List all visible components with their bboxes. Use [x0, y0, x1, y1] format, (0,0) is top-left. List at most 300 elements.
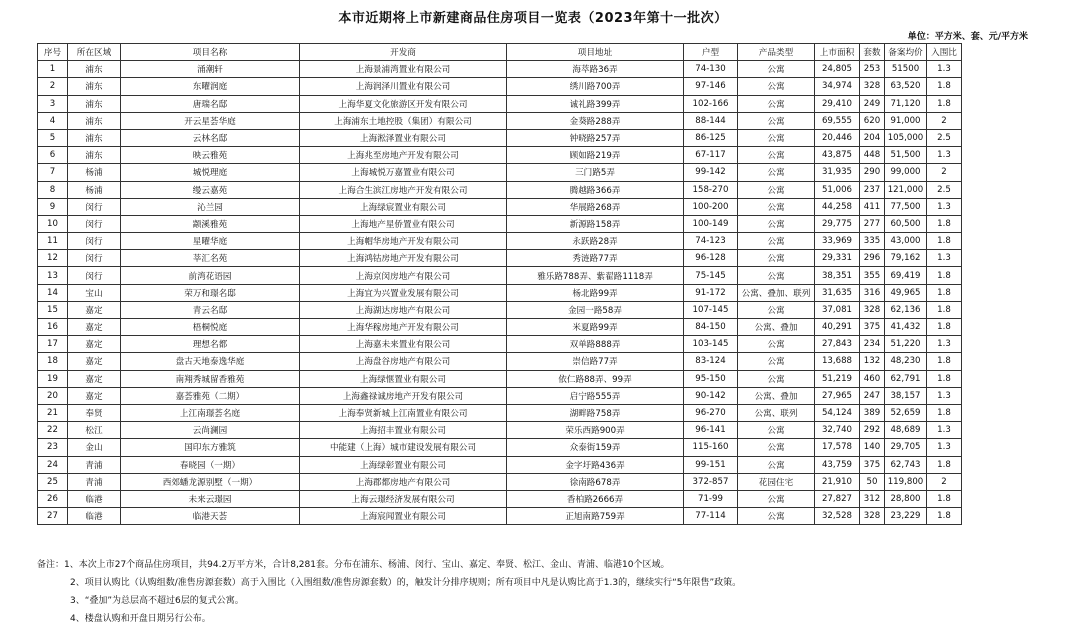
table-cell: 唐瑞名邸 — [121, 95, 300, 112]
table-cell: 62,743 — [885, 456, 927, 473]
table-row — [38, 301, 962, 318]
table-cell: 公寓、叠加 — [738, 319, 815, 336]
table-cell: 20,446 — [815, 129, 860, 146]
table-cell: 77-114 — [684, 508, 738, 525]
table-row — [38, 95, 962, 112]
table-cell: 公寓 — [738, 267, 815, 284]
table-cell: 理想名都 — [121, 336, 300, 353]
table-cell: 上海绿惬置业有限公司 — [300, 370, 507, 387]
table-cell: 浦东 — [68, 95, 121, 112]
table-cell: 公寓 — [738, 181, 815, 198]
table-cell: 88-144 — [684, 112, 738, 129]
table-cell: 1.3 — [927, 387, 962, 404]
table-row — [38, 370, 962, 387]
table-cell: 梧桐悦庭 — [121, 319, 300, 336]
table-cell: 99,000 — [885, 164, 927, 181]
table-cell: 香柏路2666弄 — [507, 490, 684, 507]
table-cell: 27,827 — [815, 490, 860, 507]
table-cell: 上海奉贤新城上江南置业有限公司 — [300, 404, 507, 421]
table-cell: 涌潮轩 — [121, 61, 300, 78]
table-cell: 启宁路555弄 — [507, 387, 684, 404]
column-header: 开发商 — [300, 44, 507, 61]
table-cell: 西郊蟠龙源别墅（一期） — [121, 473, 300, 490]
table-cell: 上海合生滨江房地产开发有限公司 — [300, 181, 507, 198]
table-cell: 绣川路700弄 — [507, 78, 684, 95]
table-cell: 8 — [38, 181, 68, 198]
table-cell: 1.8 — [927, 233, 962, 250]
table-cell: 51,006 — [815, 181, 860, 198]
table-cell: 27,965 — [815, 387, 860, 404]
table-row — [38, 319, 962, 336]
table-cell: 奉贤 — [68, 404, 121, 421]
table-cell: 328 — [860, 301, 885, 318]
table-cell: 158-270 — [684, 181, 738, 198]
table-cell: 公寓 — [738, 250, 815, 267]
table-cell: 众泰街159弄 — [507, 439, 684, 456]
table-cell: 33,969 — [815, 233, 860, 250]
table-cell: 嘉定 — [68, 353, 121, 370]
table-cell: 67-117 — [684, 147, 738, 164]
table-cell: 1.8 — [927, 319, 962, 336]
table-cell: 27,843 — [815, 336, 860, 353]
table-cell: 69,555 — [815, 112, 860, 129]
table-cell: 公寓 — [738, 370, 815, 387]
table-cell: 金园一路58弄 — [507, 301, 684, 318]
table-cell: 12 — [38, 250, 68, 267]
table-cell: 青浦 — [68, 473, 121, 490]
table-cell: 映云雅苑 — [121, 147, 300, 164]
table-cell: 1.3 — [927, 422, 962, 439]
table-row — [38, 508, 962, 525]
table-cell: 上海云璟经济发展有限公司 — [300, 490, 507, 507]
table-cell: 中能建（上海）城市建设发展有限公司 — [300, 439, 507, 456]
table-cell: 上海城悦万嘉置业有限公司 — [300, 164, 507, 181]
table-cell: 1.8 — [927, 301, 962, 318]
table-cell: 43,759 — [815, 456, 860, 473]
table-cell: 金葵路288弄 — [507, 112, 684, 129]
table-cell: 247 — [860, 387, 885, 404]
table-cell: 上海浦东土地控股（集团）有限公司 — [300, 112, 507, 129]
table-cell: 诚礼路399弄 — [507, 95, 684, 112]
column-header: 项目地址 — [507, 44, 684, 61]
table-cell: 东曜润庭 — [121, 78, 300, 95]
table-cell: 上海郡都房地产有限公司 — [300, 473, 507, 490]
table-cell: 公寓 — [738, 439, 815, 456]
table-cell: 金山 — [68, 439, 121, 456]
table-cell: 青云名邸 — [121, 301, 300, 318]
table-cell: 杨浦 — [68, 164, 121, 181]
table-cell: 公寓 — [738, 336, 815, 353]
table-cell: 62,136 — [885, 301, 927, 318]
table-cell: 2 — [927, 164, 962, 181]
table-cell: 正旭南路759弄 — [507, 508, 684, 525]
table-cell: 132 — [860, 353, 885, 370]
table-cell: 依仁路88弄、99弄 — [507, 370, 684, 387]
column-header: 产品类型 — [738, 44, 815, 61]
table-cell: 13 — [38, 267, 68, 284]
table-cell: 99-151 — [684, 456, 738, 473]
table-cell: 临港 — [68, 490, 121, 507]
table-cell: 11 — [38, 233, 68, 250]
table-cell: 2 — [927, 112, 962, 129]
table-cell: 51500 — [885, 61, 927, 78]
table-cell: 公寓 — [738, 78, 815, 95]
table-cell: 91-172 — [684, 284, 738, 301]
table-cell: 公寓 — [738, 95, 815, 112]
column-header: 备案均价 — [885, 44, 927, 61]
table-cell: 204 — [860, 129, 885, 146]
table-cell: 荣乐西路900弄 — [507, 422, 684, 439]
table-cell: 249 — [860, 95, 885, 112]
table-cell: 1.3 — [927, 439, 962, 456]
table-cell: 43,875 — [815, 147, 860, 164]
table-cell: 41,432 — [885, 319, 927, 336]
table-cell: 嘉定 — [68, 336, 121, 353]
table-cell: 杨北路99弄 — [507, 284, 684, 301]
table-row — [38, 439, 962, 456]
table-cell: 21 — [38, 404, 68, 421]
table-row — [38, 129, 962, 146]
table-cell: 32,528 — [815, 508, 860, 525]
table-cell: 4 — [38, 112, 68, 129]
table-cell: 未来云璟园 — [121, 490, 300, 507]
table-cell: 南翔秀城留香雅苑 — [121, 370, 300, 387]
table-cell: 公寓 — [738, 61, 815, 78]
table-cell: 29,705 — [885, 439, 927, 456]
table-cell: 90-142 — [684, 387, 738, 404]
table-cell: 328 — [860, 508, 885, 525]
table-cell: 米夏路99弄 — [507, 319, 684, 336]
table-cell: 69,419 — [885, 267, 927, 284]
table-cell: 公寓、叠加、联列 — [738, 284, 815, 301]
table-row — [38, 490, 962, 507]
table-cell: 121,000 — [885, 181, 927, 198]
table-cell: 上海嘉未来置业有限公司 — [300, 336, 507, 353]
table-cell: 20 — [38, 387, 68, 404]
table-cell: 7 — [38, 164, 68, 181]
table-cell: 闵行 — [68, 215, 121, 232]
table-cell: 上海盘谷房地产有限公司 — [300, 353, 507, 370]
table-cell: 32,740 — [815, 422, 860, 439]
table-cell: 1.8 — [927, 370, 962, 387]
page-title: 本市近期将上市新建商品住房项目一览表（2023年第十一批次） — [338, 11, 728, 26]
table-cell: 上海湖达房地产有限公司 — [300, 301, 507, 318]
housing-table — [37, 43, 962, 525]
table-cell: 9 — [38, 198, 68, 215]
table-cell: 102-166 — [684, 95, 738, 112]
table-cell: 上海地产星侨置业有限公司 — [300, 215, 507, 232]
table-cell: 13,688 — [815, 353, 860, 370]
table-row — [38, 233, 962, 250]
table-cell: 1.3 — [927, 198, 962, 215]
table-cell: 84-150 — [684, 319, 738, 336]
notes-section — [37, 556, 741, 628]
table-cell: 62,791 — [885, 370, 927, 387]
table-row — [38, 387, 962, 404]
table-cell: 77,500 — [885, 198, 927, 215]
table-cell: 296 — [860, 250, 885, 267]
table-cell: 雅乐路788弄、紫翟路1118弄 — [507, 267, 684, 284]
table-cell: 公寓 — [738, 147, 815, 164]
table-cell: 1.8 — [927, 267, 962, 284]
table-cell: 95-150 — [684, 370, 738, 387]
table-cell: 372-857 — [684, 473, 738, 490]
table-cell: 公寓 — [738, 456, 815, 473]
table-cell: 52,659 — [885, 404, 927, 421]
table-cell: 103-145 — [684, 336, 738, 353]
table-cell: 公寓 — [738, 129, 815, 146]
table-cell: 浦东 — [68, 129, 121, 146]
table-cell: 16 — [38, 319, 68, 336]
table-cell: 83-124 — [684, 353, 738, 370]
table-cell: 28,800 — [885, 490, 927, 507]
table-cell: 1.8 — [927, 490, 962, 507]
table-cell: 335 — [860, 233, 885, 250]
table-cell: 51,220 — [885, 336, 927, 353]
table-cell: 448 — [860, 147, 885, 164]
table-cell: 公寓 — [738, 353, 815, 370]
table-cell: 浦东 — [68, 112, 121, 129]
table-cell: 29,775 — [815, 215, 860, 232]
table-cell: 1.3 — [927, 147, 962, 164]
table-cell: 86-125 — [684, 129, 738, 146]
table-cell: 公寓 — [738, 508, 815, 525]
table-cell: 上海绿彰置业有限公司 — [300, 456, 507, 473]
table-cell: 5 — [38, 129, 68, 146]
table-cell: 43,000 — [885, 233, 927, 250]
table-cell: 公寓、叠加 — [738, 387, 815, 404]
table-cell: 嘉定 — [68, 370, 121, 387]
column-header: 序号 — [38, 44, 68, 61]
table-cell: 华展路268弄 — [507, 198, 684, 215]
table-cell: 1.3 — [927, 250, 962, 267]
table-cell: 389 — [860, 404, 885, 421]
table-cell: 颛溪雅苑 — [121, 215, 300, 232]
table-cell: 公寓 — [738, 112, 815, 129]
table-cell: 1.3 — [927, 61, 962, 78]
table-row — [38, 78, 962, 95]
table-cell: 公寓 — [738, 215, 815, 232]
table-row — [38, 404, 962, 421]
table-cell: 春晓园（一期） — [121, 456, 300, 473]
note-line: 4、楼盘认购和开盘日期另行公布。 — [70, 614, 211, 624]
table-cell: 开云星荟华庭 — [121, 112, 300, 129]
table-cell: 22 — [38, 422, 68, 439]
column-header: 所在区域 — [68, 44, 121, 61]
table-cell: 公寓 — [738, 301, 815, 318]
table-cell: 上海华夏文化旅游区开发有限公司 — [300, 95, 507, 112]
table-cell: 云尚澜园 — [121, 422, 300, 439]
table-cell: 40,291 — [815, 319, 860, 336]
table-cell: 21,910 — [815, 473, 860, 490]
table-cell: 375 — [860, 319, 885, 336]
table-cell: 公寓 — [738, 198, 815, 215]
table-cell: 54,124 — [815, 404, 860, 421]
table-cell: 1.8 — [927, 215, 962, 232]
table-cell: 徐南路678弄 — [507, 473, 684, 490]
table-cell: 119,800 — [885, 473, 927, 490]
table-cell: 嘉定 — [68, 319, 121, 336]
table-cell: 71,120 — [885, 95, 927, 112]
table-cell: 50 — [860, 473, 885, 490]
table-cell: 1.8 — [927, 353, 962, 370]
table-cell: 闵行 — [68, 250, 121, 267]
table-cell: 29,410 — [815, 95, 860, 112]
table-cell: 74-130 — [684, 61, 738, 78]
table-cell: 1.8 — [927, 508, 962, 525]
table-cell: 24 — [38, 456, 68, 473]
table-cell: 24,805 — [815, 61, 860, 78]
table-cell: 前湾花语园 — [121, 267, 300, 284]
table-cell: 临港 — [68, 508, 121, 525]
table-cell: 花园住宅 — [738, 473, 815, 490]
table-cell: 71-99 — [684, 490, 738, 507]
table-row — [38, 164, 962, 181]
table-cell: 620 — [860, 112, 885, 129]
table-cell: 秀涟路77弄 — [507, 250, 684, 267]
table-cell: 26 — [38, 490, 68, 507]
table-cell: 97-146 — [684, 78, 738, 95]
table-cell: 浦东 — [68, 147, 121, 164]
table-cell: 277 — [860, 215, 885, 232]
table-cell: 316 — [860, 284, 885, 301]
table-cell: 城悦理庭 — [121, 164, 300, 181]
table-cell: 永跃路28弄 — [507, 233, 684, 250]
table-cell: 上海淞泽置业有限公司 — [300, 129, 507, 146]
table-cell: 湖畔路758弄 — [507, 404, 684, 421]
table-cell: 27 — [38, 508, 68, 525]
table-cell: 234 — [860, 336, 885, 353]
table-cell: 96-270 — [684, 404, 738, 421]
table-cell: 云林名邸 — [121, 129, 300, 146]
table-cell: 上海华稼房地产开发有限公司 — [300, 319, 507, 336]
table-cell: 49,965 — [885, 284, 927, 301]
table-cell: 闵行 — [68, 198, 121, 215]
table-cell: 328 — [860, 78, 885, 95]
table-cell: 140 — [860, 439, 885, 456]
table-cell: 10 — [38, 215, 68, 232]
table-cell: 411 — [860, 198, 885, 215]
table-cell: 14 — [38, 284, 68, 301]
table-cell: 国印东方雅筑 — [121, 439, 300, 456]
table-cell: 96-128 — [684, 250, 738, 267]
table-cell: 上海兆至房地产开发有限公司 — [300, 147, 507, 164]
table-cell: 99-142 — [684, 164, 738, 181]
table-cell: 1.8 — [927, 284, 962, 301]
table-cell: 临港天荟 — [121, 508, 300, 525]
table-row — [38, 473, 962, 490]
table-cell: 嘉定 — [68, 301, 121, 318]
table-cell: 375 — [860, 456, 885, 473]
table-cell: 嘉荟雅苑（二期） — [121, 387, 300, 404]
column-header: 户型 — [684, 44, 738, 61]
table-cell: 盘古天地泰逸华庭 — [121, 353, 300, 370]
table-cell: 91,000 — [885, 112, 927, 129]
table-cell: 崇信路77弄 — [507, 353, 684, 370]
table-cell: 闵行 — [68, 233, 121, 250]
table-cell: 海萃路36弄 — [507, 61, 684, 78]
table-cell: 44,258 — [815, 198, 860, 215]
table-cell: 38,157 — [885, 387, 927, 404]
table-cell: 2 — [38, 78, 68, 95]
column-header: 项目名称 — [121, 44, 300, 61]
table-cell: 107-145 — [684, 301, 738, 318]
table-cell: 79,162 — [885, 250, 927, 267]
note-line: 备注：1、本次上市27个商品住房项目，共94.2万平方米，合计8,281套。分布在浦东、杨浦、闵行、宝山、嘉定、奉贤、松江、金山、青浦、临港10个区域。 — [37, 560, 670, 570]
table-cell: 1.8 — [927, 95, 962, 112]
table-cell: 公寓 — [738, 164, 815, 181]
table-cell: 浦东 — [68, 61, 121, 78]
table-cell: 38,351 — [815, 267, 860, 284]
table-row — [38, 456, 962, 473]
table-cell: 237 — [860, 181, 885, 198]
table-cell: 63,520 — [885, 78, 927, 95]
table-cell: 2 — [927, 473, 962, 490]
table-cell: 23,229 — [885, 508, 927, 525]
table-cell: 48,689 — [885, 422, 927, 439]
table-row — [38, 147, 962, 164]
table-cell: 17,578 — [815, 439, 860, 456]
table-cell: 460 — [860, 370, 885, 387]
column-header: 上市面积 — [815, 44, 860, 61]
table-cell: 100-149 — [684, 215, 738, 232]
table-row — [38, 422, 962, 439]
unit-label: 单位：平方米、套、元/平方米 — [907, 32, 1028, 42]
table-cell: 2.5 — [927, 129, 962, 146]
table-cell: 1.8 — [927, 456, 962, 473]
table-cell: 1.3 — [927, 336, 962, 353]
table-cell: 2.5 — [927, 181, 962, 198]
table-cell: 闵行 — [68, 267, 121, 284]
table-body — [38, 61, 962, 525]
table-cell: 青浦 — [68, 456, 121, 473]
table-cell: 34,974 — [815, 78, 860, 95]
table-cell: 三门路5弄 — [507, 164, 684, 181]
table-cell: 上海京闵房地产有限公司 — [300, 267, 507, 284]
table-cell: 上海润泽川置业有限公司 — [300, 78, 507, 95]
table-cell: 1.8 — [927, 78, 962, 95]
table-cell: 19 — [38, 370, 68, 387]
table-cell: 公寓、联列 — [738, 404, 815, 421]
table-cell: 48,230 — [885, 353, 927, 370]
table-row — [38, 336, 962, 353]
table-cell: 松江 — [68, 422, 121, 439]
table-cell: 上海鑫禄诚房地产开发有限公司 — [300, 387, 507, 404]
table-header-row — [38, 44, 962, 61]
table-cell: 37,081 — [815, 301, 860, 318]
table-cell: 沁兰园 — [121, 198, 300, 215]
table-cell: 15 — [38, 301, 68, 318]
table-cell: 杨浦 — [68, 181, 121, 198]
table-cell: 莘汇名苑 — [121, 250, 300, 267]
table-row — [38, 198, 962, 215]
table-cell: 290 — [860, 164, 885, 181]
table-row — [38, 112, 962, 129]
table-row — [38, 353, 962, 370]
table-cell: 嘉定 — [68, 387, 121, 404]
table-cell: 31,935 — [815, 164, 860, 181]
table-cell: 星曜华庭 — [121, 233, 300, 250]
table-cell: 腾越路366弄 — [507, 181, 684, 198]
table-cell: 3 — [38, 95, 68, 112]
table-cell: 312 — [860, 490, 885, 507]
table-cell: 缦云嘉苑 — [121, 181, 300, 198]
table-cell: 74-123 — [684, 233, 738, 250]
table-row — [38, 215, 962, 232]
table-cell: 17 — [38, 336, 68, 353]
table-cell: 29,331 — [815, 250, 860, 267]
table-cell: 355 — [860, 267, 885, 284]
